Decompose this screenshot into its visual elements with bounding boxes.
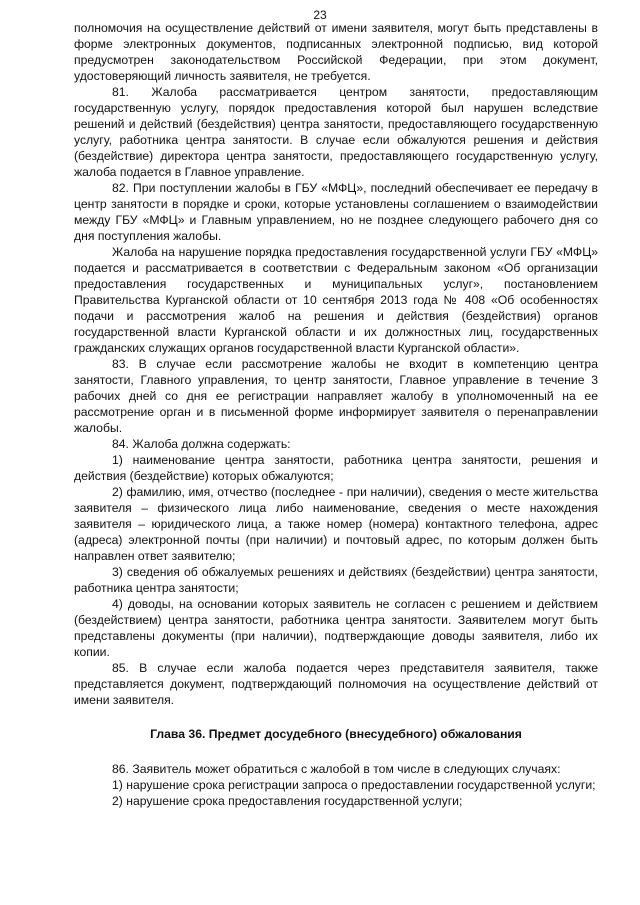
paragraph: 2) нарушение срока предоставления государственной услуги; <box>112 794 463 808</box>
document-body <box>74 20 598 809</box>
paragraph: 81. Жалоба рассматривается центром занятости, предоставляющим государственную услугу, порядок предоставления которой был нарушен вследствие решений и действий (бездействия) центра занятости, предоставляющего государственную услугу, работника центра занятости. В случае если обжалуются решения и действия (бездействие) директора центра занятости, предоставляющего государственную услугу, жалоба подается в Главное управление. <box>74 85 598 179</box>
paragraph: 86. Заявитель может обратиться с жалобой в том числе в следующих случаях: <box>112 762 561 776</box>
paragraph: 85. В случае если жалоба подается через представителя заявителя, также представляется документ, подтверждающий полномочия на осуществление действий от имени заявителя. <box>74 661 598 707</box>
page-number: 23 <box>313 8 327 22</box>
paragraph: 82. При поступлении жалобы в ГБУ «МФЦ», последний обеспечивает ее передачу в центр занятости в порядке и сроки, которые установлены соглашением о взаимодействии между ГБУ «МФЦ» и Главным управлением, но не позднее следующего рабочего дня со дня поступления жалобы. <box>74 181 598 243</box>
paragraph: 83. В случае если рассмотрение жалобы не входит в компетенцию центра занятости, Главного управления, то центр занятости, Главное управление в течение 3 рабочих дней со дня ее регистрации направляет жалобу в уполномоченный на ее рассмотрение орган и в письменной форме информирует заявителя о перенаправлении жалобы. <box>74 357 598 435</box>
paragraphs-before <box>74 20 598 708</box>
paragraph: 2) фамилию, имя, отчество (последнее - при наличии), сведения о месте жительства заявителя – физического лица либо наименование, сведения о месте нахождения заявителя – юридического лица, а также номер (номера) контактного телефона, адрес (адреса) электронной почты (при наличии) и почтовый адрес, по которым должен быть направлен ответ заявителю; <box>74 485 598 563</box>
paragraph: полномочия на осуществление действий от имени заявителя, могут быть представлены в форме электронных документов, подписанных электронной подписью, вид которой предусмотрен законодательством Российской Федерации, при этом документ, удостоверяющий личность заявителя, не требуется. <box>74 21 598 83</box>
paragraph: 4) доводы, на основании которых заявитель не согласен с решением и действием (бездействием) центра занятости, работника центра занятости. Заявителем могут быть представлены документы (при наличии), подтверждающие доводы заявителя, либо их копии. <box>74 597 598 659</box>
paragraph: 3) сведения об обжалуемых решениях и действиях (бездействии) центра занятости, работника центра занятости; <box>74 565 598 595</box>
chapter-heading: Глава 36. Предмет досудебного (внесудебного) обжалования <box>150 727 522 741</box>
paragraph: 1) нарушение срока регистрации запроса о предоставлении государственной услуги; <box>112 778 596 792</box>
paragraph: 1) наименование центра занятости, работника центра занятости, решения и действия (бездействие) которых обжалуются; <box>74 453 598 483</box>
paragraph: Жалоба на нарушение порядка предоставления государственной услуги ГБУ «МФЦ» подается и рассматривается в соответствии с Федеральным законом «Об организации предоставления государственных и муниципальных услуг», постановлением Правительства Курганской области от 10 сентября 2013 года № 408 «Об особенностях подачи и рассмотрения жалоб на решения и действия (бездействия) органов государственной власти Курганской области и их должностных лиц, государственных гражданских служащих органов государственной власти Курганской области». <box>74 245 598 355</box>
paragraphs-after <box>74 761 598 809</box>
paragraph: 84. Жалоба должна содержать: <box>112 437 291 451</box>
